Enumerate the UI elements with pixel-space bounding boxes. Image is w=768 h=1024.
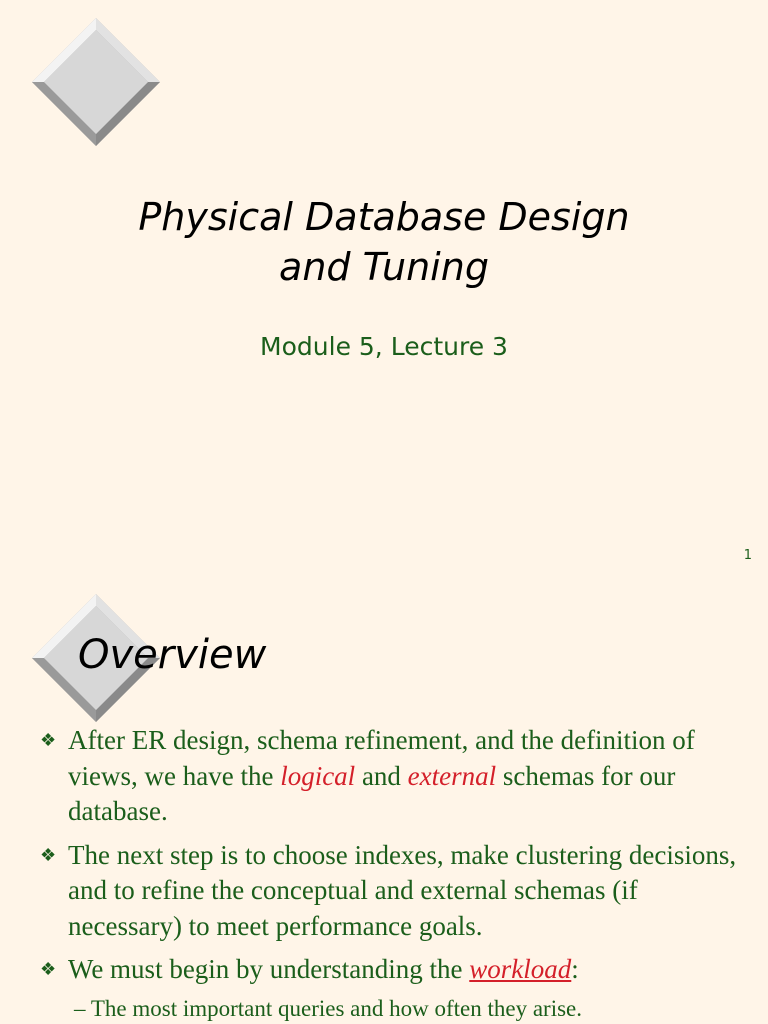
bullet-text: After ER design, schema refinement, and the definition of views, we have the — [68, 725, 695, 791]
bullet-text: : — [571, 954, 579, 984]
bullet-list — [40, 723, 740, 996]
title-line-1: Physical Database Design — [138, 195, 630, 239]
list-item — [40, 838, 740, 945]
bullet-text: We must begin by understanding the — [68, 954, 470, 984]
diamond-bevel-icon — [30, 16, 162, 148]
title-line-2: and Tuning — [279, 245, 489, 289]
slide-subtitle: Module 5, Lecture 3 — [260, 332, 508, 361]
list-item — [40, 723, 740, 830]
sub-bullet-text: The most important queries and how often they arise. — [90, 996, 583, 1021]
slide-title — [0, 192, 768, 292]
bullet-text: schemas for our database. — [68, 760, 676, 826]
sub-bullet — [74, 996, 582, 1022]
diamond-bullet-icon: ❖ — [40, 730, 57, 750]
emphasis-workload: workload — [469, 954, 572, 984]
bullet-text: and — [355, 760, 408, 791]
emphasis-logical: logical — [280, 760, 356, 791]
dash-icon: – — [74, 996, 86, 1021]
diamond-bullet-icon: ❖ — [40, 844, 57, 865]
overview-slide — [0, 576, 768, 1024]
diamond-bullet-icon: ❖ — [40, 959, 57, 979]
list-item — [40, 952, 740, 988]
slide-title: Overview — [78, 632, 267, 678]
bullet-text: The next step is to choose indexes, make clustering decisions, and to refine the conceptual and external schemas (if necessary) to meet performance goals. — [68, 839, 737, 941]
emphasis-external: external — [407, 760, 497, 791]
page-number: 1 — [743, 548, 752, 563]
